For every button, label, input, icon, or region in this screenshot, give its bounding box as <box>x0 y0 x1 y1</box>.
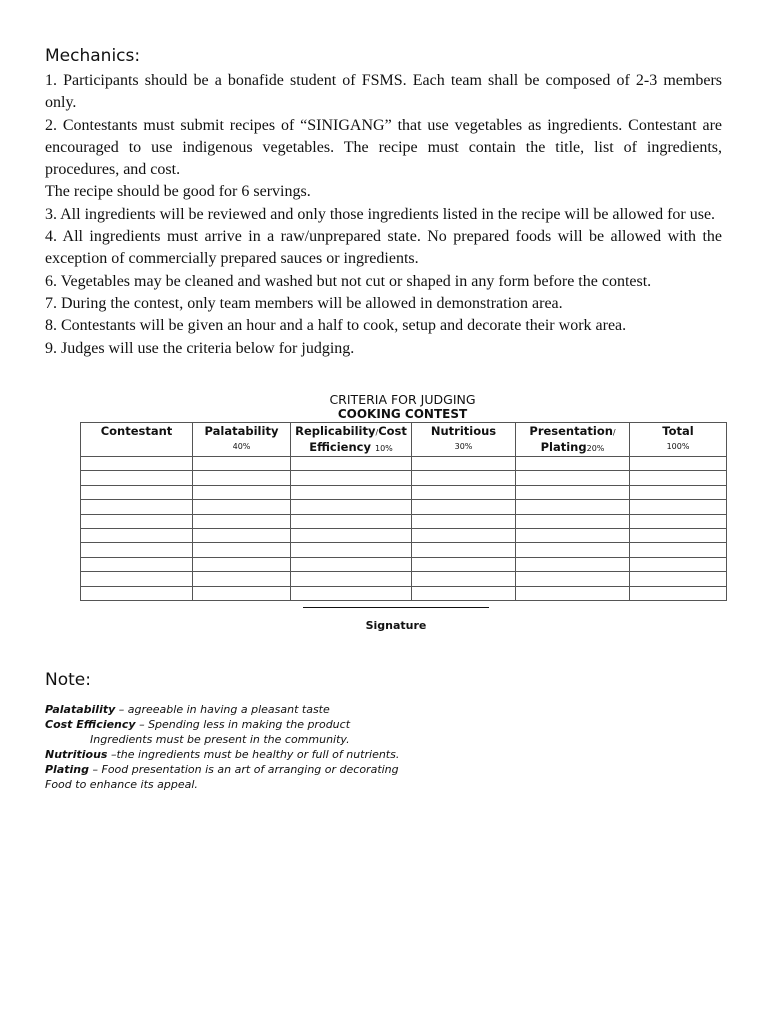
note-palatability: Palatability – agreeable in having a pleasant taste <box>45 703 330 716</box>
table-cell[interactable] <box>193 528 291 542</box>
table-cell[interactable] <box>412 586 516 600</box>
table-row <box>81 485 727 499</box>
signature-label: Signature <box>365 619 427 632</box>
col-presentation: Presentation/ Plating20% <box>516 423 630 457</box>
table-cell[interactable] <box>81 514 193 528</box>
table-cell[interactable] <box>193 514 291 528</box>
table-cell[interactable] <box>630 557 727 571</box>
table-cell[interactable] <box>630 586 727 600</box>
table-cell[interactable] <box>291 500 412 514</box>
rules-list <box>45 70 722 360</box>
table-cell[interactable] <box>291 543 412 557</box>
table-row <box>81 514 727 528</box>
rule-2: 2. Contestants must submit recipes of “SINIGANG” that use vegetables as ingredients. Contestant are encouraged to use indigenous vegetables. The recipe must contain the title, list of ingredients, procedures, and cost. <box>45 116 722 179</box>
table-cell[interactable] <box>412 485 516 499</box>
table-cell[interactable] <box>291 528 412 542</box>
table-cell[interactable] <box>81 586 193 600</box>
note-plating-cont: Food to enhance its appeal. <box>45 778 198 791</box>
table-cell[interactable] <box>291 457 412 471</box>
rule-9: 9. Judges will use the criteria below for judging. <box>45 339 355 357</box>
table-cell[interactable] <box>412 543 516 557</box>
mechanics-heading: Mechanics: <box>45 46 141 66</box>
note-nutritious: Nutritious –the ingredients must be healthy or full of nutrients. <box>45 748 400 761</box>
table-cell[interactable] <box>630 572 727 586</box>
table-cell[interactable] <box>412 514 516 528</box>
rule-4: 4. All ingredients must arrive in a raw/unprepared state. No prepared foods will be allowed with the exception of commercially prepared sauces or ingredients. <box>45 228 722 268</box>
table-cell[interactable] <box>193 471 291 485</box>
table-row <box>81 528 727 542</box>
table-cell[interactable] <box>81 557 193 571</box>
rule-8: 8. Contestants will be given an hour and a half to cook, setup and decorate their work area. <box>45 317 627 335</box>
rule-3: 3. All ingredients will be reviewed and only those ingredients listed in the recipe will be allowed for use. <box>45 205 716 223</box>
table-cell[interactable] <box>291 485 412 499</box>
rule-1: 1. Participants should be a bonafide student of FSMS. Each team shall be composed of 2-3 members only. <box>45 72 722 112</box>
col-total: Total 100% <box>630 423 727 457</box>
note-cost-efficiency: Cost Efficiency – Spending less in making the product <box>45 718 351 731</box>
table-cell[interactable] <box>516 557 630 571</box>
table-cell[interactable] <box>516 471 630 485</box>
table-row <box>81 586 727 600</box>
table-row <box>81 572 727 586</box>
table-cell[interactable] <box>412 528 516 542</box>
table-cell[interactable] <box>516 528 630 542</box>
criteria-title: CRITERIA FOR JUDGING <box>329 392 476 407</box>
table-cell[interactable] <box>81 500 193 514</box>
table-cell[interactable] <box>193 557 291 571</box>
table-cell[interactable] <box>291 471 412 485</box>
table-cell[interactable] <box>412 557 516 571</box>
table-row <box>81 457 727 471</box>
table-cell[interactable] <box>81 485 193 499</box>
table-cell[interactable] <box>412 457 516 471</box>
table-row <box>81 543 727 557</box>
table-row <box>81 471 727 485</box>
table-cell[interactable] <box>630 457 727 471</box>
table-cell[interactable] <box>412 500 516 514</box>
col-palatability: Palatability 40% <box>193 423 291 457</box>
table-cell[interactable] <box>516 543 630 557</box>
table-row <box>81 500 727 514</box>
table-row <box>81 557 727 571</box>
table-cell[interactable] <box>630 543 727 557</box>
table-cell[interactable] <box>516 500 630 514</box>
table-cell[interactable] <box>630 514 727 528</box>
table-cell[interactable] <box>516 572 630 586</box>
rule-7: 7. During the contest, only team members will be allowed in demonstration area. <box>45 294 563 312</box>
table-cell[interactable] <box>291 514 412 528</box>
table-cell[interactable] <box>516 457 630 471</box>
table-cell[interactable] <box>630 485 727 499</box>
table-cell[interactable] <box>412 471 516 485</box>
note-heading: Note: <box>45 670 91 690</box>
table-cell[interactable] <box>81 543 193 557</box>
table-cell[interactable] <box>291 557 412 571</box>
table-cell[interactable] <box>81 572 193 586</box>
table-cell[interactable] <box>412 572 516 586</box>
judging-table <box>80 422 727 601</box>
table-cell[interactable] <box>516 514 630 528</box>
col-nutritious: Nutritious 30% <box>412 423 516 457</box>
note-plating: Plating – Food presentation is an art of arranging or decorating <box>45 763 399 776</box>
table-header-row <box>81 423 727 457</box>
table-cell[interactable] <box>193 485 291 499</box>
rule-servings: The recipe should be good for 6 servings. <box>45 183 311 201</box>
table-cell[interactable] <box>193 543 291 557</box>
rule-6: 6. Vegetables may be cleaned and washed but not cut or shaped in any form before the contest. <box>45 272 652 290</box>
table-cell[interactable] <box>291 572 412 586</box>
signature-line <box>303 607 489 608</box>
notes-list <box>45 702 465 792</box>
table-cell[interactable] <box>81 457 193 471</box>
table-cell[interactable] <box>630 471 727 485</box>
table-cell[interactable] <box>81 471 193 485</box>
criteria-subtitle: COOKING CONTEST <box>337 407 468 421</box>
col-replicability: Replicability/Cost Efficiency 10% <box>291 423 412 457</box>
table-cell[interactable] <box>193 457 291 471</box>
table-cell[interactable] <box>516 485 630 499</box>
col-contestant: Contestant <box>81 423 193 457</box>
table-cell[interactable] <box>193 586 291 600</box>
table-cell[interactable] <box>81 528 193 542</box>
note-cost-efficiency-cont: Ingredients must be present in the community. <box>90 733 350 746</box>
table-cell[interactable] <box>630 528 727 542</box>
table-cell[interactable] <box>630 500 727 514</box>
table-cell[interactable] <box>193 572 291 586</box>
table-cell[interactable] <box>193 500 291 514</box>
table-cell[interactable] <box>291 586 412 600</box>
table-cell[interactable] <box>516 586 630 600</box>
